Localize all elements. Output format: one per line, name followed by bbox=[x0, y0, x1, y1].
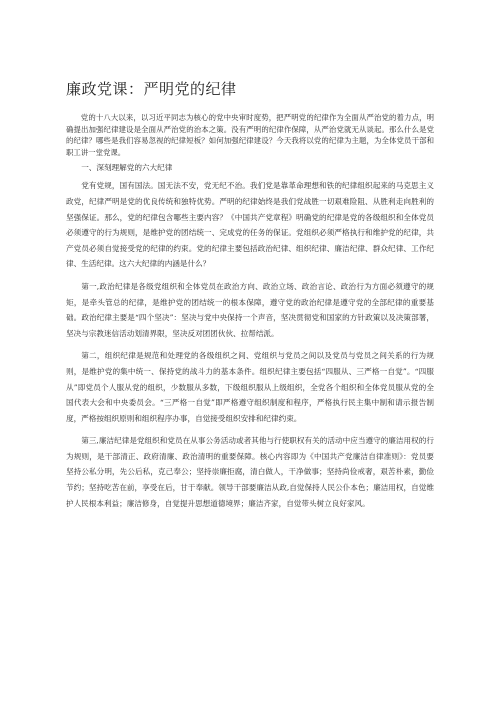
body-paragraph-integrity-discipline: 第三,廉洁纪律是党组织和党员在从事公务活动或者其他与行使职权有关的活动中应当遵守的廉洁用权的行为规则，是干部清正、政府清廉、政治清明的重要保障。核心内容即为《中国共产党廉洁自律准则》：党员要坚持公私分明，先公后私，克己奉公；坚持崇廉拒腐，清白做人，干净做事；坚持尚俭戒奢，艰苦朴素，勤俭节约；坚持吃苦在前，享受在后，甘于奉献。领导干部要廉洁从政,自觉保持人民公仆本色；廉洁用权，自觉维护人民根本利益；廉洁修身，自觉提升思想道德境界；廉洁齐家，自觉带头树立良好家风。 bbox=[66, 436, 434, 508]
document-title: 廉政党课：严明党的纪律 bbox=[66, 80, 237, 98]
body-paragraph-intro: 党有党规，国有国法。国无法不安，党无纪不治。我们党是靠革命理想和铁的纪律组织起来的马克思主义政党，纪律严明是党的优良传统和独特优势。严明的纪律始终是我们党战胜一切艰难险阻、从胜利走向胜利的坚强保证。那么，党的纪律包含哪些主要内容？《中国共产党章程》明确党的纪律是党的各级组织和全体党员必须遵守的行为规则，是维护党的团结统一、完成党的任务的保证。党组织必须严格执行和维护党的纪律，共产党员必须自觉接受党的纪律的约束。党的纪律主要包括政治纪律、组织纪律、廉洁纪律、群众纪律、工作纪律、生活纪律。这六大纪律的内涵是什么？ bbox=[66, 181, 434, 269]
intro-paragraph: 党的十八大以来，以习近平同志为核心的党中央审时度势，把严明党的纪律作为全面从严治党的着力点，明确提出加强纪律建设是全面从严治党的治本之策。没有严明的纪律作保障，从严治党就无从谈起。那么什么是党的纪律？哪些是我们容易忽视的纪律短板？如何加强纪律建设？今天我将以党的纪律为主题，为全体党员干部和职工讲一堂党课。 bbox=[66, 113, 434, 157]
body-paragraph-organizational-discipline: 第二，组织纪律是规范和处理党的各级组织之间、党组织与党员之间以及党员与党员之间关系的行为规则，是维护党的集中统一、保持党的战斗力的基本条件。组织纪律主要包括“四服从、三严格一自觉”。“四服从”即党员个人服从党的组织，少数服从多数，下级组织服从上级组织，全党各个组织和全体党员服从党的全国代表大会和中央委员会。“三严格一自觉”即严格遵守组织制度和程序，严格执行民主集中制和请示报告制度，严格按组织原则和组织程序办事，自觉接受组织安排和纪律约束。 bbox=[66, 351, 434, 423]
body-paragraph-political-discipline: 第一,政治纪律是各级党组织和全体党员在政治方向、政治立场、政治言论、政治行为方面必须遵守的规矩，是牵头管总的纪律，是维护党的团结统一的根本保障，遵守党的政治纪律是遵守党的全部纪律的重要基础。政治纪律主要是“四个坚决”：坚决与党中央保持一个声音，坚决贯彻党和国家的方针政策以及决策部署，坚决与宗教迷信活动划清界限，坚决反对团团伙伙、拉帮结派。 bbox=[66, 281, 434, 338]
section-heading: 一、深刻理解党的六大纪律 bbox=[81, 163, 173, 173]
